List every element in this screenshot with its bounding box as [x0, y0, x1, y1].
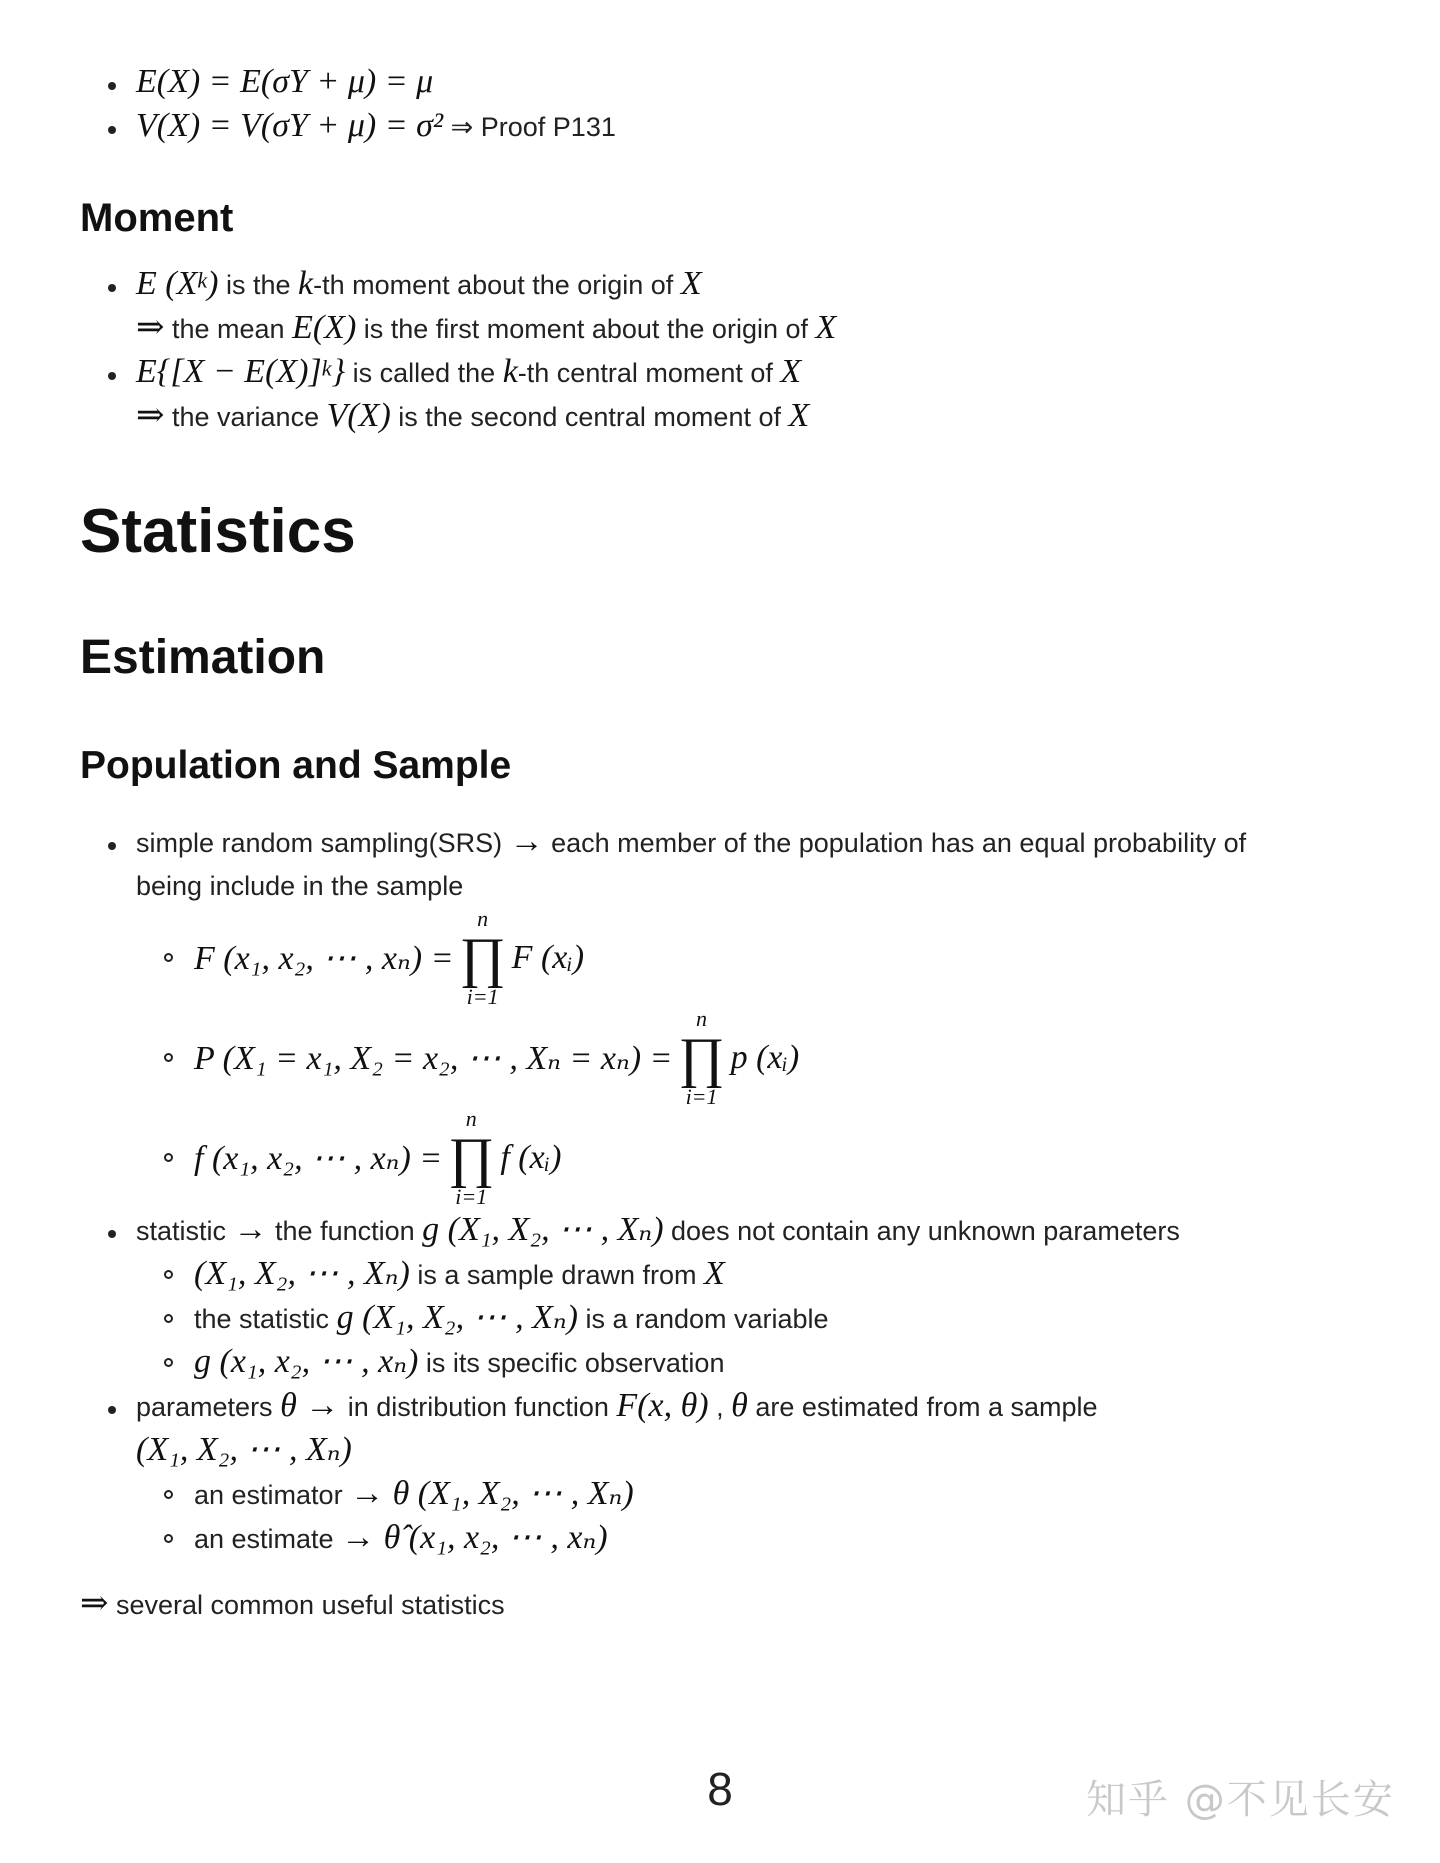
list-item: $E\{[X - E(X)]^k\}$ is called the k-th central moment of X ⇒ the variance V(X) is the second central moment of X	[80, 350, 1360, 438]
list-item: an estimate → θ̂ (x₁, x₂, ⋯ , xₙ)	[136, 1516, 1360, 1560]
parameters-sub-list	[136, 1472, 1360, 1560]
closing-line: ⇒ several common useful statistics	[80, 1585, 505, 1622]
list-item: E $(X^k)$ is the k-th moment about the origin of X ⇒ the mean E(X) is the first moment about the origin of X	[80, 262, 1360, 350]
right-arrow: →	[233, 1211, 268, 1248]
list-item: parameters θ → in distribution function F(x, θ) , θ are estimated from a sample (X₁, X₂, ⋯ , Xₙ) an estimator → θ (X₁, X₂, ⋯ , Xₙ) an estimate → θ̂ (x₁, x₂, ⋯ , xₙ)	[80, 1384, 1360, 1560]
document-page	[80, 60, 1360, 1626]
implies-arrow: ⇒	[136, 309, 165, 346]
list-item	[80, 104, 1360, 148]
proof-reference: ⇒ Proof P131	[443, 112, 616, 142]
right-arrow: →	[509, 823, 544, 860]
srs-formula-list	[136, 908, 1360, 1208]
list-item: f (x₁, x₂, ⋯ , xₙ) = n ∏ i=1 f (xᵢ)	[136, 1108, 1360, 1208]
list-item: an estimator → θ (X₁, X₂, ⋯ , Xₙ)	[136, 1472, 1360, 1516]
list-item: the statistic g (X₁, X₂, ⋯ , Xₙ) is a random variable	[136, 1296, 1360, 1340]
joint-cdf-formula: F (x₁, x₂, ⋯ , xₙ) =	[194, 940, 454, 977]
list-item: (X₁, X₂, ⋯ , Xₙ) is a sample drawn from X	[136, 1252, 1360, 1296]
product-symbol: n ∏ i=1	[459, 906, 506, 1009]
implies-arrow: ⇒	[80, 1585, 109, 1622]
right-arrow: →	[350, 1475, 385, 1512]
page-number: 8	[707, 1763, 733, 1815]
estimation-heading: Estimation	[80, 631, 326, 684]
product-symbol: n ∏ i=1	[448, 1106, 495, 1209]
implies-arrow: ⇒	[136, 397, 165, 434]
right-arrow: →	[341, 1519, 376, 1556]
joint-pmf-formula: P (X₁ = x₁, X₂ = x₂, ⋯ , Xₙ = xₙ) =	[194, 1040, 673, 1077]
list-item: F (x₁, x₂, ⋯ , xₙ) = n ∏ i=1 F (xᵢ)	[136, 908, 1360, 1008]
top-bullet-list	[80, 60, 1360, 148]
variance-formula: V(X) = V(σY + μ) = σ²	[136, 107, 444, 144]
list-item: g (x₁, x₂, ⋯ , xₙ) is its specific observation	[136, 1340, 1360, 1384]
watermark: 知乎 @不见长安	[1086, 1777, 1395, 1823]
list-item: statistic → the function g (X₁, X₂, ⋯ , Xₙ) does not contain any unknown parameters (X₁, X₂, ⋯ , Xₙ) is a sample drawn from X the statistic g (X₁, X₂, ⋯ , Xₙ) is a random variable g (x₁, x₂, ⋯ , xₙ) is its specific observation	[80, 1208, 1360, 1384]
list-item	[80, 60, 1360, 104]
list-item: simple random sampling(SRS) → each member of the population has an equal probability of being include in the sample F (x₁, x₂, ⋯ , xₙ) = n ∏ i=1 F (xᵢ) P (X₁ = x₁, X₂ = x₂, ⋯ , Xₙ = xₙ) = n ∏ i=1 p (xᵢ) f (x₁, x₂, ⋯ , xₙ) = n ∏ i=1 f (xᵢ)	[80, 820, 1360, 1208]
expectation-formula: E(X) = E(σY + μ) = μ	[136, 63, 434, 100]
product-symbol: n ∏ i=1	[678, 1006, 725, 1109]
population-list	[80, 820, 1360, 1560]
statistics-heading: Statistics	[80, 497, 356, 566]
joint-pdf-formula: f (x₁, x₂, ⋯ , xₙ) =	[194, 1140, 443, 1177]
statistic-sub-list	[136, 1252, 1360, 1384]
right-arrow: →	[296, 1387, 348, 1424]
population-sample-heading: Population and Sample	[80, 744, 512, 787]
moment-list	[80, 262, 1360, 438]
moment-heading: Moment	[80, 196, 234, 240]
list-item: P (X₁ = x₁, X₂ = x₂, ⋯ , Xₙ = xₙ) = n ∏ i=1 p (xᵢ)	[136, 1008, 1360, 1108]
